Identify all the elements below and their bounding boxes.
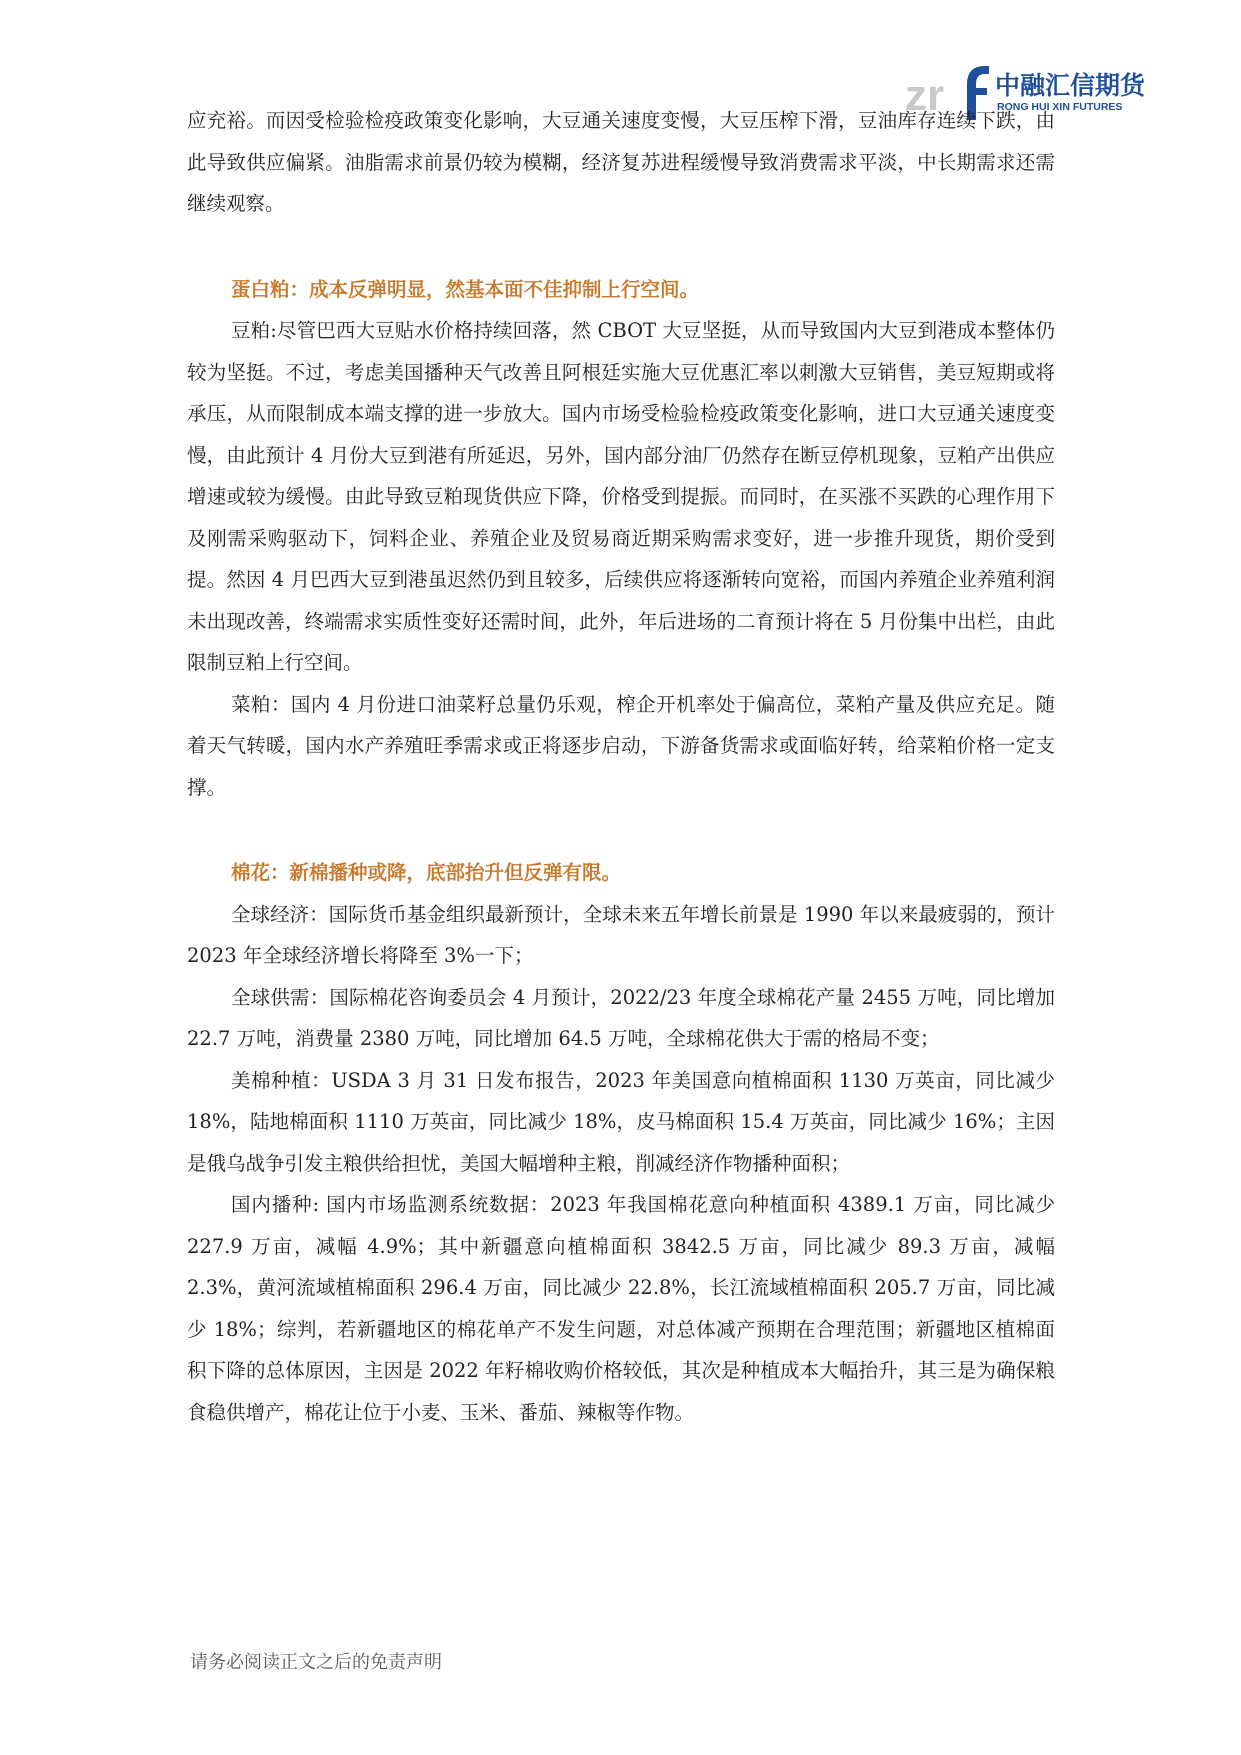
paragraph-us-cotton: 美棉种植：USDA 3 月 31 日发布报告，2023 年美国意向植棉面积 1130 万英亩，同比减少 18%，陆地棉面积 1110 万英亩，同比减少 18%，皮马棉面积 15.4 万英亩，同比减少 16%；主因是俄乌战争引发主粮供给担忧，美国大幅增种主粮，削减经济作物播种面积；	[187, 1068, 1055, 1175]
section-spacer	[187, 225, 1055, 269]
document-body	[187, 100, 1055, 1433]
paragraph-soymeal: 豆粕:尽管巴西大豆贴水价格持续回落，然 CBOT 大豆坚挺，从而导致国内大豆到港成本整体仍较为坚挺。不过，考虑美国播种天气改善且阿根廷实施大豆优惠汇率以刺激大豆销售，美豆短期或将承压，从而限制成本端支撑的进一步放大。国内市场受检验检疫政策变化影响，进口大豆通关速度变慢，由此预计 4 月份大豆到港有所延迟，另外，国内部分油厂仍然存在断豆停机现象，豆粕产出供应增速或较为缓慢。由此导致豆粕现货供应下降，价格受到提振。而同时，在买涨不买跌的心理作用下及刚需采购驱动下，饲料企业、养殖企业及贸易商近期采购需求变好，进一步推升现货，期价受到提。然因 4 月巴西大豆到港虽迟然仍到且较多，后续供应将逐渐转向宽裕，而国内养殖企业养殖利润未出现改善，终端需求实质性变好还需时间，此外，年后进场的二育预计将在 5 月份集中出栏，由此限制豆粕上行空间。	[187, 319, 1055, 674]
section-heading-cotton: 棉花：新棉播种或降，底部抬升但反弹有限。	[231, 861, 622, 884]
footer-disclaimer: 请务必阅读正文之后的免责声明	[190, 1652, 442, 1673]
paragraph-rapeseed-meal: 菜粕：国内 4 月份进口油菜籽总量仍乐观，榨企开机率处于偏高位，菜粕产量及供应充足。随着天气转暖，国内水产养殖旺季需求或正将逐步启动，下游备货需求或面临好转，给菜粕价格一定支撑。	[187, 692, 1055, 799]
intro-paragraph: 应充裕。而因受检验检疫政策变化影响，大豆通关速度变慢，大豆压榨下滑，豆油库存连续下跌，由此导致供应偏紧。油脂需求前景仍较为模糊，经济复苏进程缓慢导致消费需求平淡，中长期需求还需继续观察。	[187, 109, 1055, 215]
paragraph-global-supply: 全球供需：国际棉花咨询委员会 4 月预计，2022/23 年度全球棉花产量 2455 万吨，同比增加 22.7 万吨，消费量 2380 万吨，同比增加 64.5 万吨，全球棉花供大于需的格局不变；	[187, 985, 1055, 1050]
logo-mark-text: zr	[905, 71, 945, 120]
section-spacer	[187, 808, 1055, 852]
section-heading-meal: 蛋白粕：成本反弹明显，然基本面不佳抑制上行空间。	[231, 277, 700, 301]
paragraph-global-economy: 全球经济：国际货币基金组织最新预计，全球未来五年增长前景是 1990 年以来最疲弱的，预计 2023 年全球经济增长将降至 3%一下；	[187, 902, 1055, 967]
paragraph-domestic-planting: 国内播种: 国内市场监测系统数据：2023 年我国棉花意向种植面积 4389.1 万亩，同比减少 227.9 万亩，减幅 4.9%；其中新疆意向植棉面积 3842.5 万亩，同比减少 89.3 万亩，减幅 2.3%，黄河流域植棉面积 296.4 万亩，同比减少 22.8%，长江流域植棉面积 205.7 万亩，同比减少 18%；综判，若新疆地区的棉花单产不发生问题，对总体减产预期在合理范围；新疆地区植棉面积下降的总体原因，主因是 2022 年籽棉收购价格较低，其次是种植成本大幅抬升，其三是为确保粮食稳供增产，棉花让位于小麦、玉米、番茄、辣椒等作物。	[187, 1193, 1055, 1424]
logo-company-cn: 中融汇信期货	[995, 71, 1146, 100]
logo-company-en: RONG HUI XIN FUTURES	[997, 101, 1123, 113]
